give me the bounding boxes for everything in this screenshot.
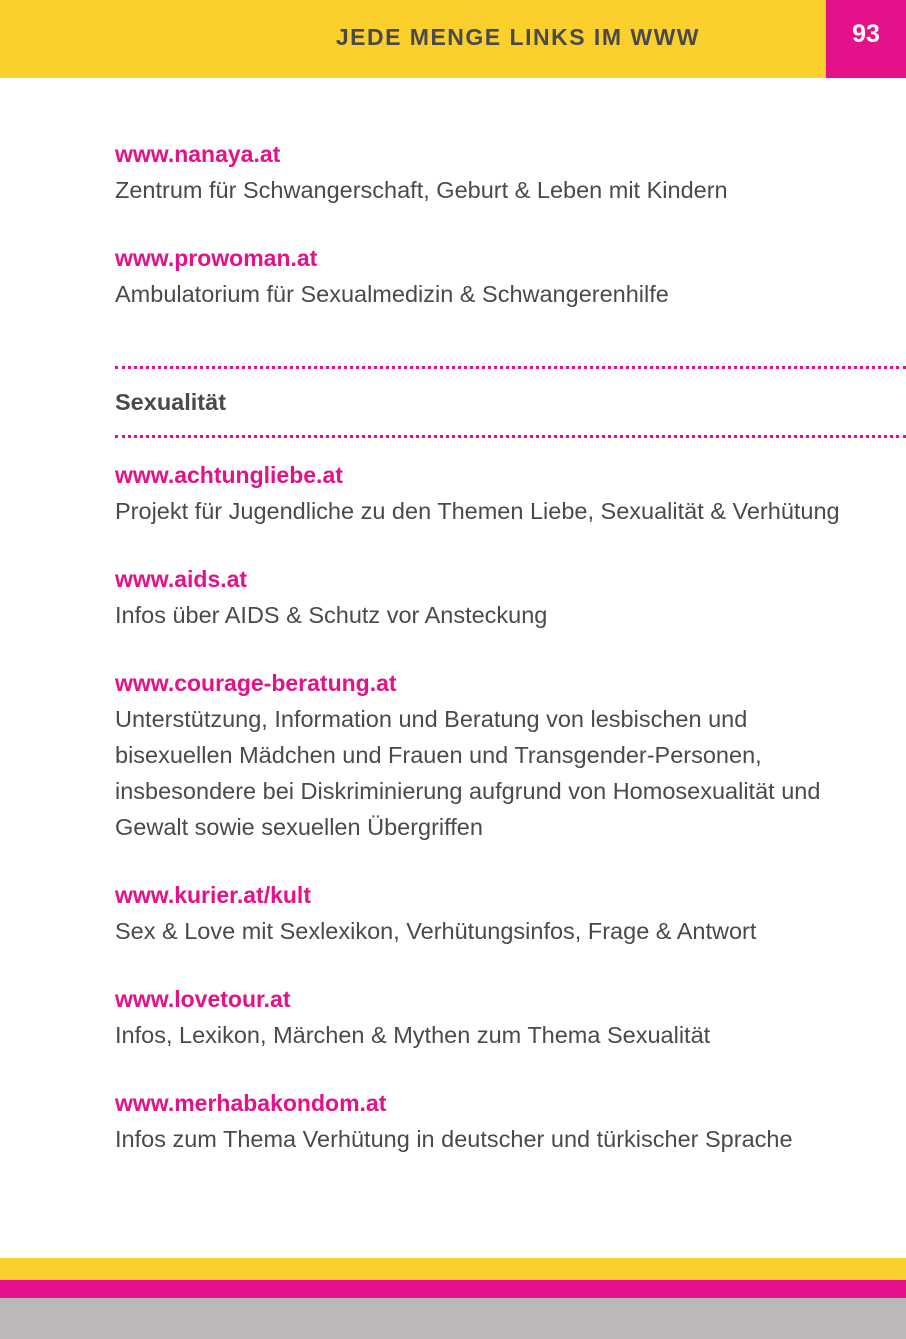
link-entry [115, 566, 906, 633]
link-description: Sex & Love mit Sexlexikon, Verhütungsinfos, Frage & Antwort [115, 918, 757, 944]
link-url[interactable]: www.kurier.at/kult [115, 882, 311, 908]
link-url[interactable]: www.aids.at [115, 566, 248, 592]
footer-stripe-pink [0, 1280, 906, 1298]
header-bar [0, 0, 826, 78]
footer-stripe-gray [0, 1298, 906, 1339]
link-entry [115, 986, 906, 1053]
section-divider-top [115, 366, 906, 369]
link-description: Infos, Lexikon, Märchen & Mythen zum Thema Sexualität [115, 1022, 711, 1048]
link-description: Ambulatorium für Sexualmedizin & Schwangerenhilfe [115, 281, 669, 307]
link-description: Zentrum für Schwangerschaft, Geburt & Leben mit Kindern [115, 177, 728, 203]
page-number: 93 [852, 20, 880, 48]
footer-stripe-yellow [0, 1258, 906, 1280]
link-url[interactable]: www.courage-beratung.at [115, 670, 397, 696]
page-header-title: JEDE MENGE LINKS IM WWW [335, 24, 700, 50]
content [115, 141, 906, 1157]
link-description: Projekt für Jugendliche zu den Themen Liebe, Sexualität & Verhütung [115, 498, 840, 524]
page-number-box [826, 0, 906, 78]
link-url[interactable]: www.nanaya.at [115, 141, 281, 167]
link-url[interactable]: www.merhabakondom.at [115, 1090, 387, 1116]
link-entry [115, 882, 906, 949]
link-entry [115, 1090, 906, 1157]
link-description: Unterstützung, Information und Beratung von lesbischen und bisexuellen Mädchen und Frauen und Transgender-Personen, insbesondere bei Diskriminierung aufgrund von Homosexualität und Gewalt sowie sexuellen Übergriffen [115, 706, 821, 840]
section-title: Sexualität [115, 389, 227, 415]
link-url[interactable]: www.prowoman.at [115, 245, 318, 271]
link-description: Infos über AIDS & Schutz vor Ansteckung [115, 602, 548, 628]
link-entry [115, 245, 906, 312]
link-entry [115, 141, 906, 208]
link-description: Infos zum Thema Verhütung in deutscher und türkischer Sprache [115, 1126, 793, 1152]
link-url[interactable]: www.achtungliebe.at [115, 462, 343, 488]
section-divider-bottom [115, 435, 906, 438]
link-entry [115, 462, 906, 529]
link-url[interactable]: www.lovetour.at [115, 986, 291, 1012]
link-entry [115, 670, 906, 845]
